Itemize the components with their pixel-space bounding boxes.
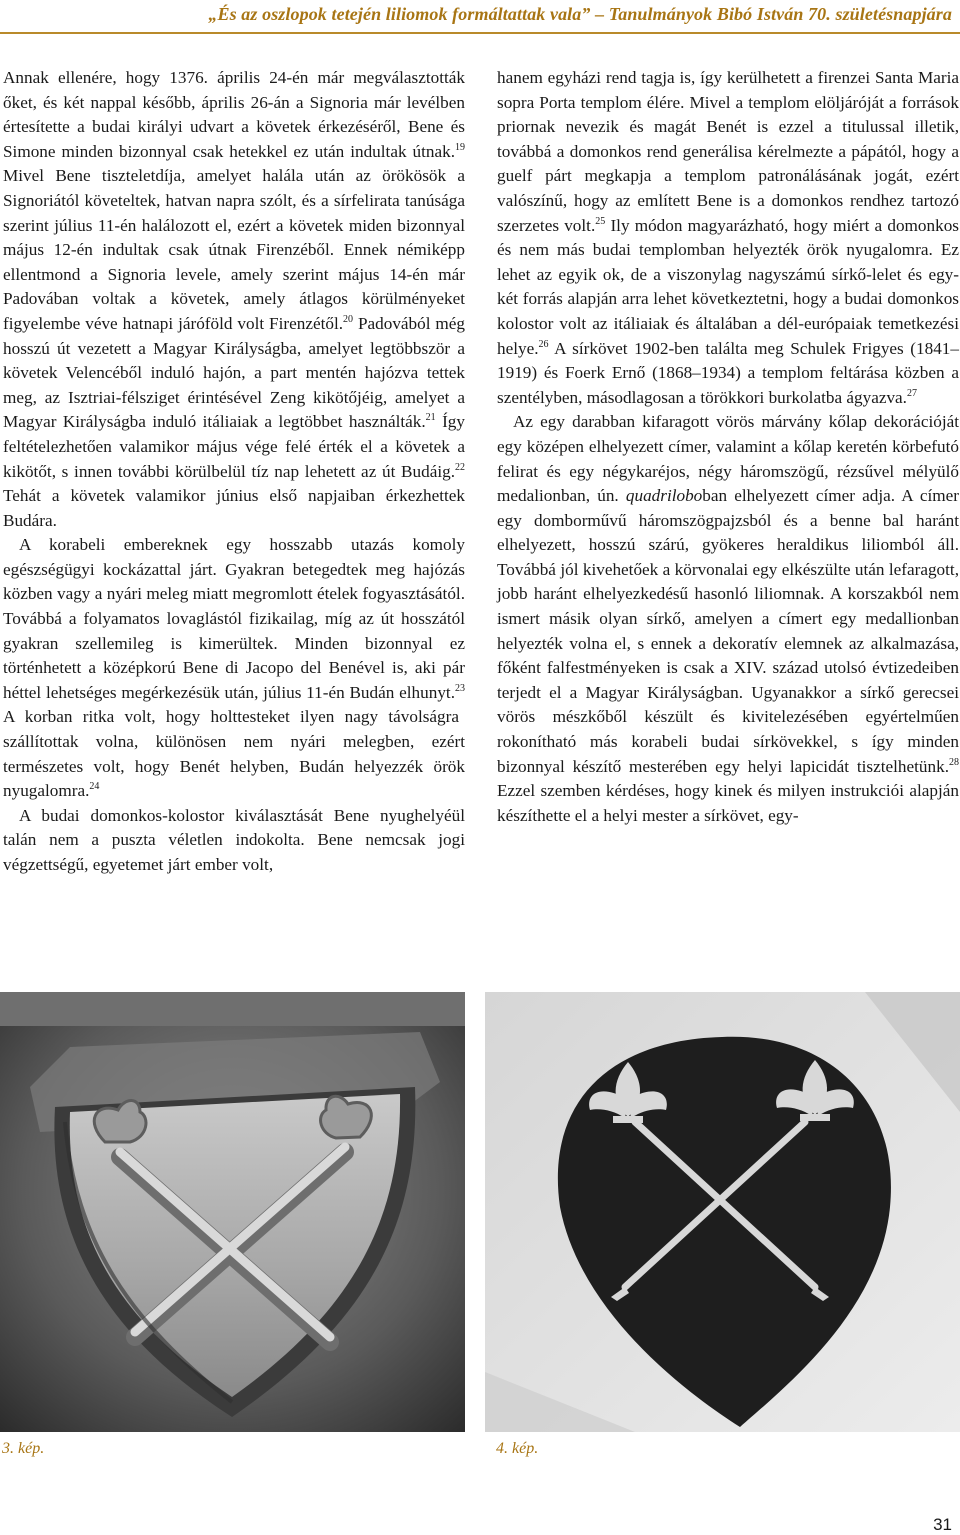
text-run: ban elhelyezett címer adja. A címer egy domborművű háromszögpajzsból és a benne bal haránt elhelyezett, hosszú szárú, gyökeres heraldikus liliomból áll. Továbbá jól kivehetőek a körvonalai egy elkészülte után lefaragott, jobb haránt elhelyezkedésű hasonló liliomnak. A korszakból nem ismert másik olyan sírkő, amelyen a címert egy medallionban helyezték volna el, s ennek a dekoratív elemnek az alkalmazása, főként falfestményeken is csak a XIV. század utolsó évtizedeiben terjedt el a Magyar Királyságban. Ugyanakkor a sírkő gerecsei vörös mészkőből készült és kivitelezésében egyértelműen rokonítható más korabeli budai sírkövekkel, s így minden bizonnyal készítő mesterében egy helyi lapicidát tisztelhetünk.: [497, 486, 959, 776]
text-run: A budai domonkos-kolostor kiválasztását Bene nyughelyéül talán nem a puszta véletlen indokolta. Bene nemcsak jogi végzettségű, egyetemet járt ember volt,: [3, 805, 465, 874]
footnote-ref[interactable]: 22: [455, 461, 465, 473]
figure-3-photo: [0, 992, 465, 1432]
footnote-ref[interactable]: 23: [455, 682, 465, 694]
figure-3-caption: 3. kép.: [2, 1440, 45, 1457]
text-run: Padovából még hosszú út vezetett a Magyar Királyságba, amelyet legtöbbször a követek Velencéből induló hajón, a part mentén hajózva tettek meg, az Isztriai-félsziget érintésével Zeng kikötőjéig, amelyet a Magyar Királyságba induló itáliaiak a legtöbbet használták.: [3, 313, 466, 432]
paragraph: [3, 804, 465, 878]
paragraph: [497, 66, 959, 410]
page-number: 31: [933, 1515, 952, 1534]
footnote-ref[interactable]: 25: [595, 215, 606, 227]
paragraph: [497, 410, 959, 828]
text-column-left: [3, 66, 465, 878]
paragraph: [3, 66, 465, 533]
text-run: Az egy darabban kifaragott vörös márvány kőlap dekorációját egy középen elhelyezett címer, valamint a kőlap keretén körbefutó felirat és egy négykaréjos, négy háromszögű, rézsűvel mélyülő medalionban, ún.: [497, 412, 959, 506]
footnote-ref[interactable]: 20: [343, 313, 354, 325]
text-run: Így feltételezhetően valamikor május vége felé érték el a követek a kikötőt, s innen további körülbelül tíz nap lehetett az út Budáig.: [3, 412, 465, 481]
text-run: A sírkövet 1902-ben találta meg Schulek Frigyes (1841–1919) és Foerk Ernő (1868–1934) a templom feltárása közben a szentélyben, másodlagosan a törökkori burkolatba ágyazva.: [497, 338, 959, 407]
dark-shield-illustration: [485, 992, 960, 1432]
footnote-ref[interactable]: 21: [425, 412, 436, 424]
footnote-ref[interactable]: 27: [906, 387, 917, 399]
text-run: Mivel Bene tiszteletdíja, amelyet halála után az örökösök a Signoriától követeltek, hatvan napra szólt, és a sírfelirata tanúsága szerint július 11-én halálozott el, ezért a követek miden bizonnyal május 12-én indultak csak útnak Firenzéből. Ennek némiképp ellentmond a Signoria levele, amely szerint május 14-én már Padovában voltak a követek, amely átlagos körülményeket figyelembe véve hatnapi járóföld volt Firenzétől.: [3, 166, 465, 333]
footnote-ref[interactable]: 26: [538, 338, 549, 350]
figure-4-caption: 4. kép.: [496, 1440, 539, 1457]
text-run: Ily módon magyarázható, hogy miért a domonkos és nem más budai templomban helyezték örök nyugalomra. Ez lehet az egyik ok, de a viszonylag nagyszámú sírkő-lelet és egy-két forrás alapján arra lehet következtetni, hogy a budai domonkos kolostor volt az itáliaiak és általában a dél-európaiak temetkezési helye.: [497, 215, 959, 358]
footnote-ref[interactable]: 28: [949, 756, 959, 768]
running-header: „És az oszlopok tetején liliomok formáltattak vala” – Tanulmányok Bibó István 70. születésnapjára: [208, 4, 952, 24]
footnote-ref[interactable]: 24: [89, 781, 100, 793]
figure-4-photo: [485, 992, 960, 1432]
paragraph: [3, 533, 465, 804]
text-run: Ezzel szemben kérdéses, hogy kinek és milyen instrukciói alapján készíthette el a helyi mester a sírkövet, egy-: [497, 781, 959, 825]
text-run: Tehát a követek valamikor június első napjaiban érkezhettek Budára.: [3, 486, 465, 530]
carved-shield-illustration: [0, 992, 465, 1432]
text-run: hanem egyházi rend tagja is, így kerülhetett a firenzei Santa Maria sopra Porta templom élére. Mivel a templom elöljáróját a források priornak nevezik és magát Benét is ezzel a titulussal illetik, továbbá a domonkos rend generálisa kérelmezte a pápától, hogy a guelf párt megkapja a templom patronálásának jogát, ezért valószínű, hogy az említett Bene is a domonkos rendhez tartozó szerzetes volt.: [497, 68, 959, 235]
header-rule: [0, 32, 960, 34]
text-column-right: [497, 66, 959, 828]
text-run: A korabeli embereknek egy hosszabb utazás komoly egészségügyi kockázattal járt. Gyakran betegedtek meg hajózás közben vagy a nyári meleg miatt megromlott ételek fogyasztásától. Továbbá a folyamatos lovaglástól fizikailag, míg az út hosszától gyakran szellemileg is kimerültek. Minden bizonnyal ez történhetett a középkorú Bene di Jacopo del Benével is, aki pár héttel lehetséges megérkezésük után, július 11-én Budán elhunyt.: [3, 535, 465, 702]
text-run: Annak ellenére, hogy 1376. április 24-én már megválasztották őket, és két nappal később, április 26-án a Signoria már levélben értesítette a budai királyi udvart a követek érkezéséről, Bene és Simone minden bizonnyal csak hetekkel ez után indultak útnak.: [3, 68, 465, 161]
text-run: A korban ritka volt, hogy holttesteket ilyen nagy távolságra szállítottak volna, különösen nem nyári melegben, ezért természetes volt, hogy Benét helyben, Budán helyezzék örök nyugalomra.: [3, 707, 465, 801]
footnote-ref[interactable]: 19: [455, 141, 465, 153]
italic-term: quadrilobo: [625, 486, 703, 506]
